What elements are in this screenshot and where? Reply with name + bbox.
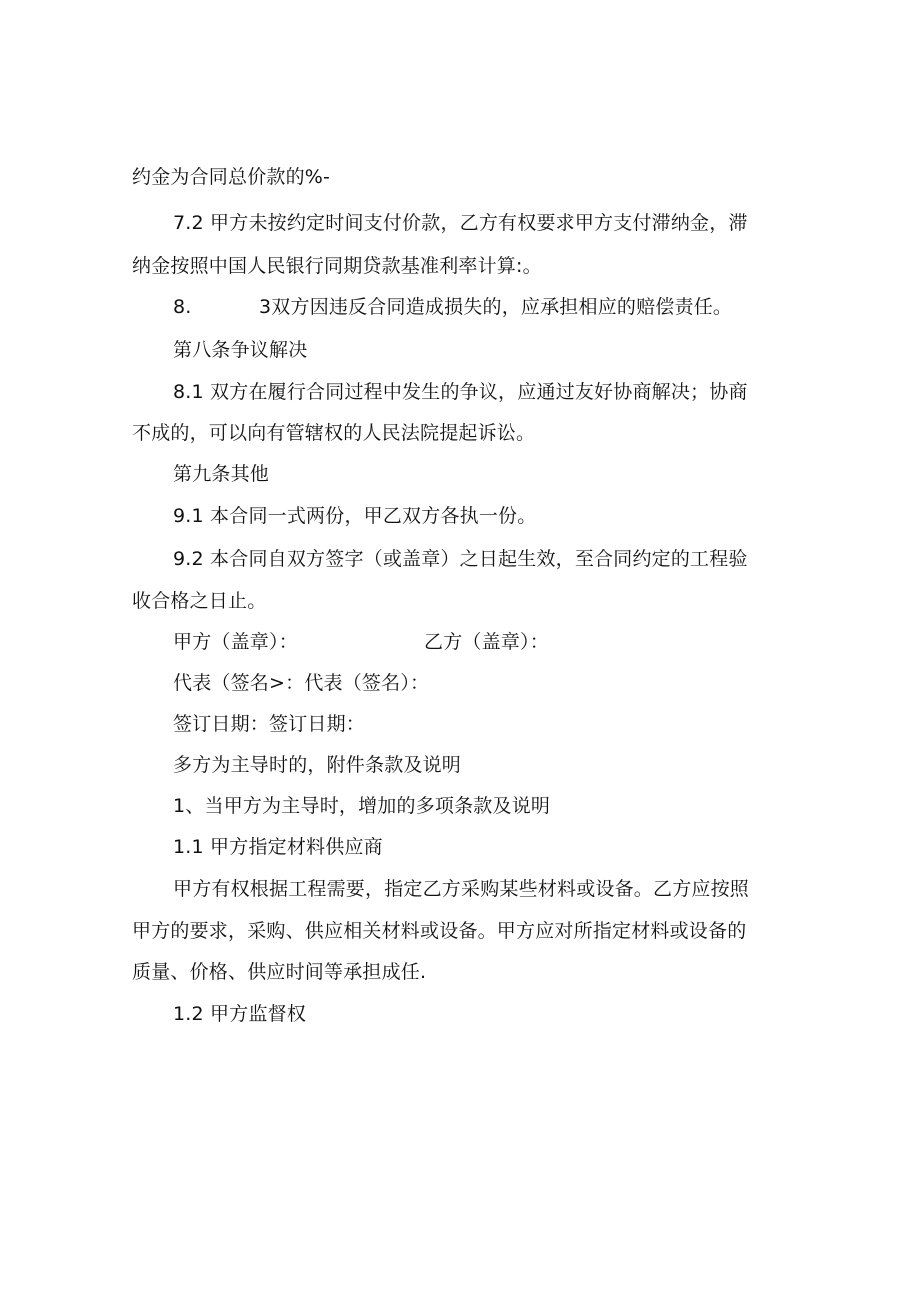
text-line: 约金为合同总价款的%- — [132, 166, 331, 188]
article-heading: 第八条争议解决 — [173, 339, 308, 361]
party-a-seal: 甲方（盖章）： — [173, 631, 298, 653]
clause-1-2: 1.2 甲方监督权 — [173, 1003, 307, 1025]
clause-7-2: 7.2 甲方未按约定时间支付价款，乙方有权要求甲方支付滞纳金，滞 — [173, 212, 748, 234]
article-heading: 第九条其他 — [173, 463, 270, 485]
clause-9-1: 9.1 本合同一式两份，甲乙双方各执一份。 — [173, 505, 537, 527]
clause-9-2: 9.2 本合同自双方签字（或盖章）之日起生效，至合同约定的工程验 — [173, 548, 748, 570]
party-b-seal: 乙方（盖章）： — [424, 631, 549, 653]
representative-signature: 代表（签名>：代表（签名）： — [173, 672, 430, 694]
clause-number: 8. — [173, 296, 192, 318]
text-line: 纳金按照中国人民银行同期贷款基准利率计算:。 — [132, 255, 542, 277]
text-line: 不成的，可以向有管辖权的人民法院提起诉讼。 — [132, 422, 536, 444]
signing-date: 签订日期：签订日期： — [173, 713, 366, 735]
paragraph-line: 甲方有权根据工程需要，指定乙方采购某些材料或设备。乙方应按照 — [173, 878, 750, 900]
clause-1-1: 1.1 甲方指定材料供应商 — [173, 836, 383, 858]
clause-8-1: 8.1 双方在履行合同过程中发生的争议，应通过友好协商解决；协商 — [173, 381, 748, 403]
paragraph-line: 甲方的要求，采购、供应相关材料或设备。甲方应对所指定材料或设备的 — [132, 920, 747, 942]
appendix-heading: 多方为主导时的，附件条款及说明 — [173, 754, 462, 776]
clause-8-3: 3双方因违反合同造成损失的，应承担相应的赔偿责任。 — [259, 296, 733, 318]
text-line: 收合格之日止。 — [132, 590, 267, 612]
paragraph-line: 质量、价格、供应时间等承担成任. — [132, 961, 427, 983]
section-heading: 1、当甲方为主导时，增加的多项条款及说明 — [173, 795, 551, 817]
